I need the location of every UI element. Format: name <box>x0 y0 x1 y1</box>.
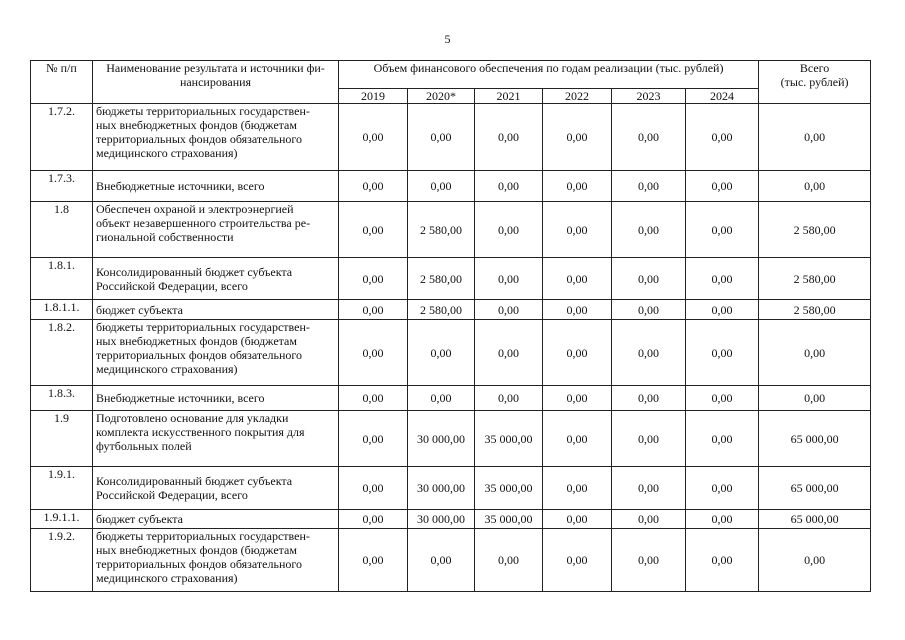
row-total: 0,00 <box>759 104 871 171</box>
row-value: 0,00 <box>339 320 408 386</box>
row-value: 0,00 <box>686 300 759 320</box>
row-value: 0,00 <box>612 320 686 386</box>
row-value: 0,00 <box>612 467 686 510</box>
row-value: 0,00 <box>686 171 759 202</box>
row-value: 0,00 <box>408 386 475 411</box>
header-num: № п/п <box>31 61 93 104</box>
row-value: 0,00 <box>543 104 612 171</box>
row-number: 1.7.2. <box>31 104 93 171</box>
row-value: 0,00 <box>543 202 612 258</box>
row-value: 0,00 <box>339 467 408 510</box>
row-name <box>93 171 339 202</box>
row-total: 0,00 <box>759 529 871 592</box>
table-row <box>31 258 871 300</box>
row-value: 0,00 <box>408 320 475 386</box>
row-name-line: ных внебюджетных фондов (бюджетам <box>96 118 297 132</box>
row-value: 35 000,00 <box>475 411 543 467</box>
row-name <box>93 202 339 258</box>
row-name <box>93 104 339 171</box>
row-value: 0,00 <box>612 104 686 171</box>
row-name <box>93 258 339 300</box>
header-total-line2: (тыс. рублей) <box>780 75 849 89</box>
row-name <box>93 510 339 529</box>
row-total: 65 000,00 <box>759 467 871 510</box>
row-value: 0,00 <box>339 300 408 320</box>
row-value: 0,00 <box>543 320 612 386</box>
year-header: 2021 <box>475 89 543 104</box>
table-row <box>31 320 871 386</box>
row-name-line: Подготовлено основание для укладки <box>96 411 289 425</box>
row-value: 0,00 <box>339 104 408 171</box>
row-value: 0,00 <box>475 202 543 258</box>
row-value: 0,00 <box>475 386 543 411</box>
row-number: 1.8.1.1. <box>31 300 93 320</box>
row-value: 0,00 <box>686 411 759 467</box>
row-value: 0,00 <box>543 258 612 300</box>
row-number: 1.9 <box>31 411 93 467</box>
row-value: 0,00 <box>612 386 686 411</box>
row-name-line: бюджет субъекта <box>96 302 184 317</box>
row-name <box>93 300 339 320</box>
row-value: 0,00 <box>475 320 543 386</box>
row-total: 2 580,00 <box>759 300 871 320</box>
header-name-line1: Наименование результата и источники фи- <box>106 61 325 75</box>
row-value: 2 580,00 <box>408 202 475 258</box>
row-number: 1.8.1. <box>31 258 93 300</box>
table-row <box>31 104 871 171</box>
row-name-line: ных внебюджетных фондов (бюджетам <box>96 334 297 348</box>
row-name <box>93 386 339 411</box>
row-value: 0,00 <box>543 411 612 467</box>
row-value: 0,00 <box>339 386 408 411</box>
row-total: 2 580,00 <box>759 258 871 300</box>
row-value: 0,00 <box>543 171 612 202</box>
table-row <box>31 300 871 320</box>
row-name-line: Консолидированный бюджет субъекта <box>96 474 293 488</box>
row-value: 0,00 <box>686 467 759 510</box>
row-value: 2 580,00 <box>408 258 475 300</box>
table-body <box>31 104 871 592</box>
row-name-line: территориальных фондов обязательного <box>96 557 303 571</box>
row-value: 0,00 <box>612 510 686 529</box>
row-name-line: футбольных полей <box>96 439 192 453</box>
row-value: 0,00 <box>475 104 543 171</box>
row-value: 0,00 <box>408 104 475 171</box>
header-name <box>93 61 339 104</box>
row-value: 0,00 <box>686 104 759 171</box>
row-number: 1.8.3. <box>31 386 93 411</box>
row-name-line: медицинского страхования) <box>96 362 238 376</box>
header-volume: Объем финансового обеспечения по годам реализации (тыс. рублей) <box>339 61 759 89</box>
row-value: 30 000,00 <box>408 467 475 510</box>
row-value: 2 580,00 <box>408 300 475 320</box>
row-value: 0,00 <box>543 529 612 592</box>
row-name-line: объект незавершенного строительства ре- <box>96 216 311 230</box>
header-total <box>759 61 871 104</box>
row-total: 0,00 <box>759 386 871 411</box>
row-name-line: гиональной собственности <box>96 230 234 244</box>
row-value: 0,00 <box>339 510 408 529</box>
table-row <box>31 411 871 467</box>
year-header: 2022 <box>543 89 612 104</box>
table-row <box>31 510 871 529</box>
row-value: 0,00 <box>339 202 408 258</box>
row-value: 35 000,00 <box>475 510 543 529</box>
row-name-line: комплекта искусственного покрытия для <box>96 425 305 439</box>
row-value: 0,00 <box>475 171 543 202</box>
row-value: 30 000,00 <box>408 510 475 529</box>
header-total-line1: Всего <box>799 61 830 75</box>
row-value: 0,00 <box>475 258 543 300</box>
row-value: 0,00 <box>543 300 612 320</box>
row-value: 0,00 <box>612 171 686 202</box>
row-name-line: медицинского страхования) <box>96 571 238 585</box>
row-value: 0,00 <box>475 300 543 320</box>
row-name-line: Российской Федерации, всего <box>96 488 248 502</box>
row-name-line: Внебюджетные источники, всего <box>96 179 265 193</box>
year-header: 2023 <box>612 89 686 104</box>
table-row <box>31 386 871 411</box>
page-number: 5 <box>444 32 451 46</box>
row-name-line: бюджеты территориальных государствен- <box>96 529 310 543</box>
row-value: 30 000,00 <box>408 411 475 467</box>
year-header: 2019 <box>339 89 408 104</box>
row-name-line: Консолидированный бюджет субъекта <box>96 264 293 279</box>
row-value: 0,00 <box>339 258 408 300</box>
row-total: 0,00 <box>759 320 871 386</box>
financing-table <box>30 60 871 592</box>
year-header: 2024 <box>686 89 759 104</box>
row-value: 0,00 <box>475 529 543 592</box>
table-row <box>31 202 871 258</box>
row-name-line: Российской Федерации, всего <box>96 278 248 293</box>
row-name <box>93 467 339 510</box>
row-value: 0,00 <box>612 202 686 258</box>
row-name-line: бюджеты территориальных государствен- <box>96 320 310 334</box>
row-value: 0,00 <box>686 386 759 411</box>
row-value: 0,00 <box>408 171 475 202</box>
row-total: 65 000,00 <box>759 411 871 467</box>
row-name-line: Обеспечен охраной и электроэнергией <box>96 202 294 216</box>
row-name-line: ных внебюджетных фондов (бюджетам <box>96 543 297 557</box>
row-name-line: территориальных фондов обязательного <box>96 348 303 362</box>
row-value: 0,00 <box>543 386 612 411</box>
row-value: 0,00 <box>686 320 759 386</box>
row-value: 0,00 <box>612 258 686 300</box>
row-number: 1.7.3. <box>31 171 93 202</box>
row-name-line: медицинского страхования) <box>96 146 238 160</box>
header-name-line2: нансирования <box>179 75 252 89</box>
row-total: 65 000,00 <box>759 510 871 529</box>
year-header: 2020* <box>408 89 475 104</box>
row-name <box>93 320 339 386</box>
row-name-line: бюджет субъекта <box>96 512 184 526</box>
table-row <box>31 171 871 202</box>
row-value: 0,00 <box>543 467 612 510</box>
row-value: 0,00 <box>686 529 759 592</box>
row-name <box>93 529 339 592</box>
row-value: 35 000,00 <box>475 467 543 510</box>
row-name-line: бюджеты территориальных государствен- <box>96 104 310 118</box>
row-value: 0,00 <box>686 202 759 258</box>
row-number: 1.9.1.1. <box>31 510 93 529</box>
row-name-line: Внебюджетные источники, всего <box>96 391 265 405</box>
row-number: 1.9.2. <box>31 529 93 592</box>
row-number: 1.8.2. <box>31 320 93 386</box>
row-value: 0,00 <box>612 300 686 320</box>
row-value: 0,00 <box>686 510 759 529</box>
row-value: 0,00 <box>686 258 759 300</box>
row-value: 0,00 <box>339 529 408 592</box>
row-name-line: территориальных фондов обязательного <box>96 132 303 146</box>
row-total: 2 580,00 <box>759 202 871 258</box>
row-value: 0,00 <box>612 529 686 592</box>
table-row <box>31 529 871 592</box>
row-name <box>93 411 339 467</box>
row-value: 0,00 <box>339 171 408 202</box>
table-row <box>31 467 871 510</box>
row-value: 0,00 <box>339 411 408 467</box>
row-value: 0,00 <box>543 510 612 529</box>
row-value: 0,00 <box>408 529 475 592</box>
row-total: 0,00 <box>759 171 871 202</box>
row-number: 1.9.1. <box>31 467 93 510</box>
row-number: 1.8 <box>31 202 93 258</box>
row-value: 0,00 <box>612 411 686 467</box>
